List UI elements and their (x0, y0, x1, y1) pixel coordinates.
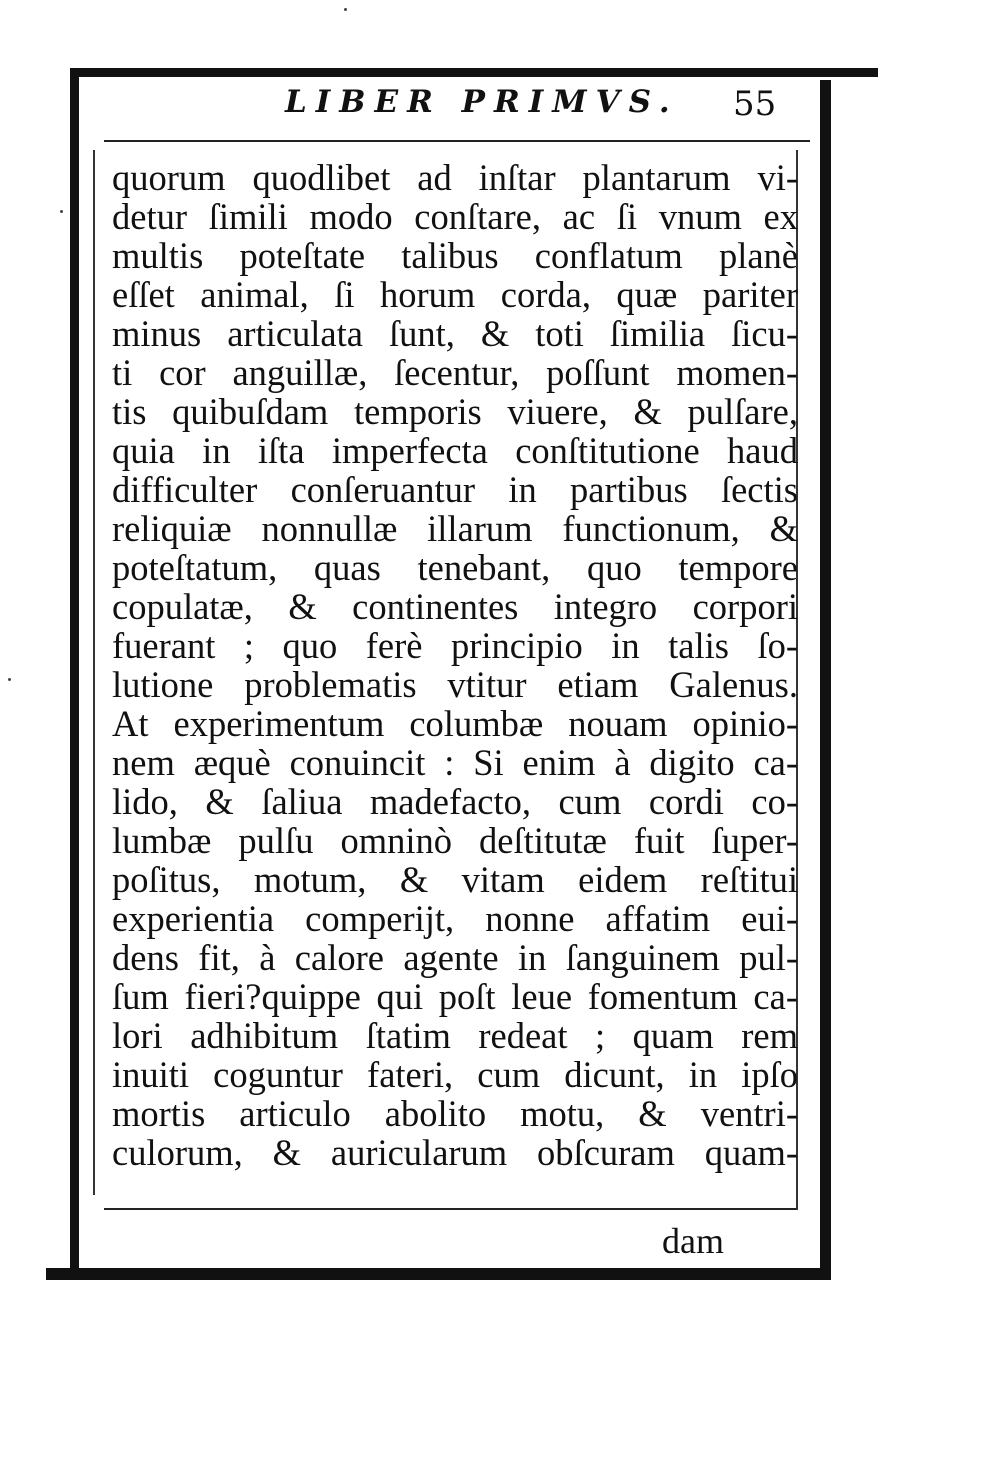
text-line: inuiti coguntur fateri, cum dicunt, in ipſo (112, 1054, 798, 1095)
text-line: poſitus, motum, & vitam eidem reſtitui (112, 859, 798, 900)
text-line: eſſet animal, ſi horum corda, quæ pariter (112, 274, 798, 315)
paper-speck (60, 210, 63, 213)
text-line: lido, & ſaliua madefacto, cum cordi co- (112, 781, 798, 822)
paper-speck (344, 8, 347, 11)
text-line: nem æquè conuincit : Si enim à digito ca- (112, 742, 798, 783)
text-line: quia in iſta imperfecta conſtitutione haud (112, 430, 798, 471)
text-line: ſum fieri?quippe qui poſt leue fomentum ca- (112, 976, 798, 1017)
page-number: 55 (733, 84, 777, 124)
running-head: LIBER PRIMVS. (285, 84, 679, 120)
text-line: fuerant ; quo ferè principio in talis ſo- (112, 625, 798, 666)
frame-left-rule (70, 68, 79, 1280)
text-line: quorum quodlibet ad inſtar plantarum vi- (112, 157, 798, 198)
text-line: lutione problematis vtitur etiam Galenus. (112, 664, 798, 705)
text-line: tis quibuſdam temporis viuere, & pulſare, (112, 391, 798, 432)
text-line: culorum, & auricularum obſcuram quam- (112, 1132, 798, 1173)
text-line: mortis articulo abolito motu, & ventri- (112, 1093, 798, 1134)
text-line: experientia comperijt, nonne affatim eui- (112, 898, 798, 939)
text-line: reliquiæ nonnullæ illarum functionum, & (112, 508, 798, 549)
text-line: multis poteſtate talibus conflatum planè (112, 235, 798, 276)
frame-right-rule (820, 80, 831, 1276)
text-line: copulatæ, & continentes integro corpori (112, 586, 798, 627)
frame-bottom-rule (46, 1268, 831, 1280)
text-line: lumbæ pulſu omninò deſtitutæ fuit ſuper- (112, 820, 798, 861)
text-line: ti cor anguillæ, ſecentur, poſſunt momen- (112, 352, 798, 393)
text-line: difficulter conſeruantur in partibus ſectis (112, 469, 798, 510)
inner-left-rule (93, 150, 95, 1195)
text-line: poteſtatum, quas tenebant, quo tempore (112, 547, 798, 588)
catchword: dam (662, 1221, 724, 1261)
text-line: dens fit, à calore agente in ſanguinem pul- (112, 937, 798, 978)
text-line: lori adhibitum ſtatim redeat ; quam rem (112, 1015, 798, 1056)
header-rule (104, 140, 810, 142)
footer-rule (104, 1208, 796, 1210)
body-text (112, 158, 798, 1172)
text-line: At experimentum columbæ nouam opinio- (112, 703, 798, 744)
frame-top-rule (72, 68, 878, 77)
text-line: detur ſimili modo conſtare, ac ſi vnum ex (112, 196, 798, 237)
paper-speck (8, 678, 11, 681)
text-line: minus articulata ſunt, & toti ſimilia ſicu- (112, 313, 798, 354)
